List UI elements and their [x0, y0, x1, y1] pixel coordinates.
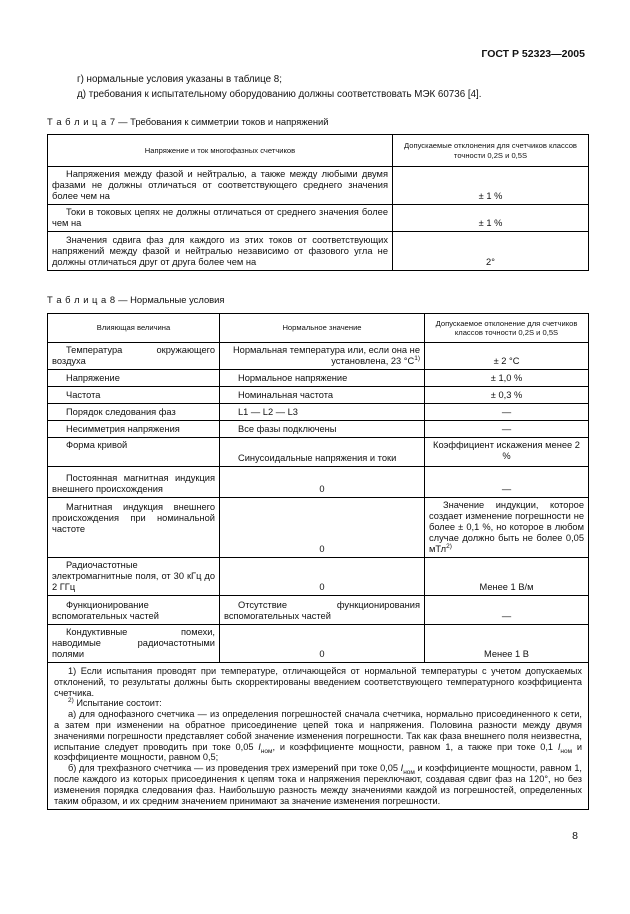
table8-cell-deviation: ± 1,0 %	[425, 370, 589, 387]
table8-caption	[47, 294, 224, 305]
table8-cell-quantity: Форма кривой	[48, 438, 220, 467]
table7-caption-title: — Требования к симметрии токов и напряжений	[115, 116, 329, 127]
footnote-mark: 2)	[446, 542, 452, 550]
table8-cell-quantity: Радиочастотные электромагнитные поля, от 30 кГц до 2 ГГц	[48, 558, 220, 596]
note-2a-part: , и коэффициенте мощности, равном 1, а также при токе 0,1	[272, 741, 558, 752]
current-subscript: ном	[260, 747, 273, 755]
note-2b	[54, 763, 582, 806]
table8-header-quantity: Влияющая величина	[48, 314, 220, 343]
table8-cell-normal: Номинальная частота	[220, 387, 425, 404]
note-1-mark: 1)	[68, 666, 77, 676]
table-row	[48, 370, 589, 387]
table8-cell-normal: Отсутствие функционирования вспомогательных частей	[220, 596, 425, 625]
table8-cell-quantity: Функционирование вспомогательных частей	[48, 596, 220, 625]
table7-cell-text: Токи в токовых цепях не должны отличаться от среднего значения более чем на	[48, 205, 393, 232]
table8-cell-normal: Все фазы подключены	[220, 421, 425, 438]
table7-cell-value: 2°	[393, 232, 589, 271]
current-subscript: ном	[560, 747, 573, 755]
table7-caption	[47, 116, 329, 127]
table8-cell-normal: 0	[220, 625, 425, 663]
table8-cell-deviation: ± 2 °C	[425, 343, 589, 370]
table8-cell-quantity: Кондуктивные помехи, наводимые радиочастотными полями	[48, 625, 220, 663]
table8-cell-deviation	[425, 498, 589, 558]
table8-cell-normal: Нормальное напряжение	[220, 370, 425, 387]
list-item-d: д) требования к испытательному оборудованию должны соответствовать МЭК 60736 [4].	[77, 89, 482, 100]
table8-cell-quantity: Напряжение	[48, 370, 220, 387]
table8-cell-deviation: ± 0,3 %	[425, 387, 589, 404]
note-2a-part: и коэффициенте мощности, равном 0,5;	[54, 741, 582, 763]
note-2b-part: б) для трехфазного счетчика — из проведения трех измерений при токе 0,05	[68, 763, 401, 774]
current-symbol: I	[400, 763, 404, 774]
table8-cell-normal: 0	[220, 558, 425, 596]
current-symbol: I	[557, 741, 561, 752]
current-subscript: ном	[403, 769, 415, 776]
note-2-text: Испытание состоит:	[73, 698, 162, 709]
table-row	[48, 205, 589, 232]
note-2	[54, 698, 582, 709]
table8-cell-normal: Синусоидальные напряжения и токи	[220, 438, 425, 467]
table8-cell-deviation: Коэффициент искажения менее 2 %	[425, 438, 589, 467]
note-2b-part: и коэффициенте мощности, равном 1, после каждого из которых присоединения к цепям тока и напряжения переключают, создавая сдвиг фаз на 120°, но без изменения порядка следования фаз. Наибольшую разность между значениями каждой из погрешностей, определенных таким образом, и их средним значением принимают за значение изменения погрешности.	[54, 763, 582, 806]
table-row	[48, 232, 589, 271]
table8-cell-deviation: —	[425, 467, 589, 498]
table-row	[48, 558, 589, 596]
table8-cell-normal	[220, 343, 425, 370]
document-id: ГОСТ Р 52323—2005	[481, 48, 585, 60]
table8-header-deviation: Допускаемое отклонение для счетчиков классов точности 0,2S и 0,5S	[425, 314, 589, 343]
table8-cell-quantity: Несимметрия напряжения	[48, 421, 220, 438]
table7-header-quantity: Напряжение и ток многофазных счетчиков	[48, 135, 393, 167]
table8-deviation-text: Значение индукции, которое создает изменение погрешности не более ± 0,1 %, но которое в любом случае должно быть не более 0,05 мТл	[429, 500, 584, 554]
table-row	[48, 438, 589, 467]
table7-cell-text: Напряжения между фазой и нейтралью, а также между любыми двумя фазами не должны отличаться от соответствующего среднего значения более чем на	[48, 167, 393, 205]
table7-cell-value: ± 1 %	[393, 205, 589, 232]
table8-notes-row	[48, 663, 589, 810]
table7-cell-value: ± 1 %	[393, 167, 589, 205]
table8-cell-quantity: Магнитная индукция внешнего происхождения при номинальной частоте	[48, 498, 220, 558]
table8-cell-quantity: Частота	[48, 387, 220, 404]
table7-caption-label: Т а б л и ц а 7	[47, 116, 116, 127]
note-1-text: Если испытания проводят при температуре, отличающейся от нормальной температуры с учетом допускаемых отклонений, то результаты должны быть скорректированы введением соответствующего температурного коэффициента счетчика.	[54, 666, 582, 698]
table8-notes	[48, 663, 589, 810]
note-2a-part: а) для однофазного счетчика — из определения погрешностей сначала счетчика, нормально присоединенного к сети, а затем при изменении на обратное присоединение цепей тока и напряжения. Половина разности между двумя значениями погрешности представляет собой значение изменения погрешности. Так как фаза внешнего поля неизвестна, испытание следует проводить при токе 0,05	[54, 709, 582, 752]
table7-header-deviation: Допускаемые отклонения для счетчиков классов точности 0,2S и 0,5S	[393, 135, 589, 167]
note-1	[54, 666, 582, 698]
table-row	[48, 404, 589, 421]
table-row	[48, 343, 589, 370]
table-row	[48, 498, 589, 558]
note-2a	[54, 709, 582, 763]
table8-cell-deviation: Менее 1 В	[425, 625, 589, 663]
table8-normal-text: Нормальная температура или, если она не установлена, 23 °C	[232, 345, 420, 366]
note-2-mark: 2)	[68, 697, 74, 705]
table8-header-normal: Нормальное значение	[220, 314, 425, 343]
table-row	[48, 421, 589, 438]
table8-caption-title: — Нормальные условия	[115, 294, 225, 305]
table8	[47, 313, 589, 810]
table8-cell-normal: 0	[220, 498, 425, 558]
table-row	[48, 467, 589, 498]
table7-cell-text: Значения сдвига фаз для каждого из этих токов от соответствующих напряжений между фазой и нейтралью независимо от фазового угла не должны отличаться друг от друга более чем на	[48, 232, 393, 271]
table-row	[48, 596, 589, 625]
table8-caption-label: Т а б л и ц а 8	[47, 294, 116, 305]
table8-cell-deviation: —	[425, 421, 589, 438]
table8-cell-deviation: —	[425, 404, 589, 421]
table7	[47, 134, 589, 271]
list-item-g: г) нормальные условия указаны в таблице 8;	[77, 74, 282, 85]
table-row	[48, 387, 589, 404]
table8-cell-normal: 0	[220, 467, 425, 498]
footnote-mark: 1)	[414, 354, 420, 362]
table8-cell-quantity: Температура окружающего воздуха	[48, 343, 220, 370]
table-row	[48, 625, 589, 663]
table8-cell-deviation: Менее 1 В/м	[425, 558, 589, 596]
table8-cell-quantity: Постоянная магнитная индукция внешнего происхождения	[48, 467, 220, 498]
table8-cell-deviation: —	[425, 596, 589, 625]
page-number: 8	[572, 830, 578, 842]
table8-cell-quantity: Порядок следования фаз	[48, 404, 220, 421]
table8-cell-normal: L1 — L2 — L3	[220, 404, 425, 421]
table-row	[48, 167, 589, 205]
current-symbol: I	[258, 741, 261, 752]
